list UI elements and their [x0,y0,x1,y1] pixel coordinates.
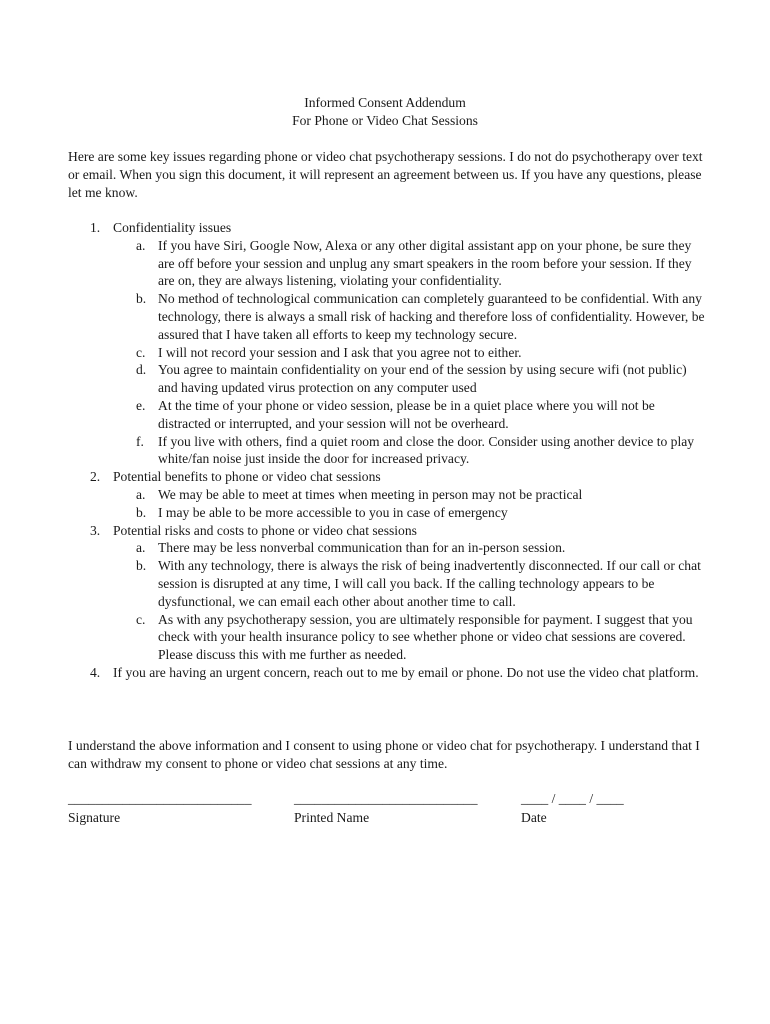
list-item [68,219,708,237]
document-title [0,94,770,130]
sub-item-letter: b. [136,504,147,520]
sub-item [68,486,708,504]
sub-item [68,504,708,522]
list-item-number: 2. [90,469,101,485]
title-line-1: Informed Consent Addendum [304,95,466,110]
sub-item-letter: e. [136,397,146,413]
sub-item-text: There may be less nonverbal communication than for an in-person session. [158,540,566,556]
list-item [68,522,708,540]
list-item-text: Potential risks and costs to phone or video chat sessions [113,522,417,538]
list-item-number: 3. [90,522,101,538]
sub-item-letter: c. [136,344,146,360]
sub-item-text: I may be able to be more accessible to you in case of emergency [158,504,508,520]
sub-item [68,290,708,343]
list-item-text: Confidentiality issues [113,220,232,235]
date-line[interactable]: ____ / ____ / ____ [521,791,624,806]
sub-item-letter: b. [136,291,147,307]
signature-label: Signature [68,809,121,825]
list-item-number: 1. [90,220,101,235]
list-item [68,468,708,486]
numbered-list [68,219,708,682]
sub-item-letter: a. [136,540,146,556]
sub-item-text: As with any psychotherapy session, you are ultimately responsible for payment. I suggest that you check with your health insurance policy to see whether phone or video chat sessions are covered. Please discuss this with me further as needed. [158,611,693,663]
list-item [68,664,708,682]
sub-item-text: I will not record your session and I ask that you agree not to either. [158,344,522,360]
sub-item-text: With any technology, there is always the risk of being inadvertently disconnected. If our call or chat session is disrupted at any time, I will call you back. If the calling technology appears to be dysfunctional, we can email each other about another time to call. [158,558,701,609]
sub-item [68,361,708,397]
signature-block [68,790,252,827]
sub-item [68,611,708,664]
sub-item-letter: f. [136,433,144,449]
sub-item [68,539,708,557]
sub-item-text: No method of technological communication can completely guaranteed to be confidential. With any technology, there is always a small risk of hacking and therefore loss of confidentiality. However, be assured that I have taken all efforts to keep my technology secure. [158,291,705,342]
list-item-text: If you are having an urgent concern, reach out to me by email or phone. Do not use the video chat platform. [113,664,699,680]
list-item-text: Potential benefits to phone or video chat sessions [113,469,381,485]
intro-paragraph: Here are some key issues regarding phone or video chat psychotherapy sessions. I do not do psychotherapy over text or email. When you sign this document, it will represent an agreement between us. If you have any questions, please let me know. [68,149,703,200]
sub-item [68,344,708,362]
sub-item-text: At the time of your phone or video session, please be in a quiet place where you will not be distracted or interrupted, and your session will not be overheard. [158,397,655,431]
printed-name-line[interactable]: ___________________________ [294,791,478,806]
sub-item [68,397,708,433]
sub-item-text: If you live with others, find a quiet room and close the door. Consider using another device to play white/fan noise just inside the door for increased privacy. [158,433,695,467]
list-item-number: 4. [90,664,101,680]
printed-name-label: Printed Name [294,809,370,825]
date-label: Date [521,809,547,825]
sub-item-text: If you have Siri, Google Now, Alexa or any other digital assistant app on your phone, be sure they are off before your session and unplug any smart speakers in the room before your session. If they are on, they are always listening, violating your confidentiality. [158,237,692,289]
sub-item-letter: d. [136,362,147,378]
sub-item-letter: a. [136,237,146,253]
sub-item [68,433,708,469]
signature-line[interactable]: ___________________________ [68,791,252,806]
date-block [521,790,624,827]
printed-name-block [294,790,478,827]
consent-paragraph: I understand the above information and I consent to using phone or video chat for psychotherapy. I understand that I can withdraw my consent to phone or video chat sessions at any time. [68,738,700,771]
sub-item-text: You agree to maintain confidentiality on your end of the session by using secure wifi (not public) and having updated virus protection on any computer used [158,362,687,396]
sub-item [68,557,708,610]
sub-item-letter: a. [136,486,146,502]
title-line-2: For Phone or Video Chat Sessions [292,112,478,128]
sub-item-letter: c. [136,611,146,627]
sub-item-letter: b. [136,558,147,574]
sub-item-text: We may be able to meet at times when meeting in person may not be practical [158,486,583,502]
signature-row [68,790,708,830]
sub-item [68,237,708,290]
